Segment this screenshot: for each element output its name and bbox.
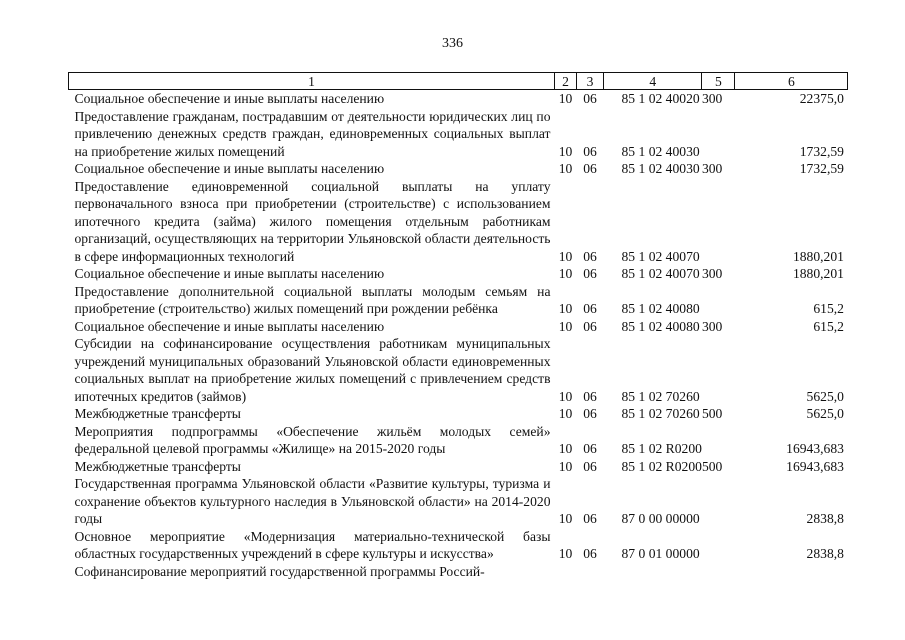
budget-table	[68, 72, 848, 580]
row-amount: 22375,0	[799, 91, 844, 106]
row-section: 10	[558, 143, 573, 159]
header-col-6: 6	[735, 73, 848, 90]
row-subsection: 06	[583, 318, 597, 334]
table-row	[69, 405, 848, 423]
table-row	[69, 90, 848, 108]
row-expense-type	[702, 528, 735, 563]
table-row	[69, 178, 848, 266]
row-subsection: 06	[583, 266, 597, 281]
row-amount: 16943,683	[786, 458, 844, 474]
row-section: 10	[558, 546, 573, 561]
row-name: Субсидии на софинансирование осуществления работникам муниципальных учреждений муниципальных образований Ульяновской области единовременных социальных выплат на приобретение жилых помещений с привлечением средств ипотечных кредитов (займов)	[74, 336, 551, 404]
row-target-article: 87 0 00 00000	[621, 511, 700, 526]
row-expense-type	[702, 475, 735, 528]
row-section: 10	[558, 406, 573, 421]
table-row	[69, 160, 848, 178]
row-subsection	[577, 563, 604, 581]
row-expense-type	[702, 563, 735, 581]
row-section: 10	[558, 441, 573, 456]
table-row	[69, 458, 848, 476]
row-target-article: 85 1 02 70260	[621, 406, 700, 421]
row-expense-type	[702, 335, 735, 405]
table-row	[69, 318, 848, 336]
row-subsection: 06	[583, 406, 597, 421]
row-name: Межбюджетные трансферты	[74, 406, 241, 421]
row-amount: 2838,8	[806, 511, 844, 526]
row-name: Предоставление гражданам, пострадавшим от деятельности юридических лиц по привлечению денежных средств граждан, единовременных социальных выплат на приобретение жилых помещений	[74, 108, 551, 159]
row-name: Предоставление единовременной социальной выплаты на уплату первоначального взноса при приобретении (строительстве) с использованием ипотечного кредита (займа) жилого помещения отдельным работникам организаций, осуществляющих на территории Ульяновской области деятельность в сфере информационных технологий	[74, 178, 551, 264]
row-name: Государственная программа Ульяновской области «Развитие культуры, туризма и сохранение объектов культурного наследия в Ульяновской области» на 2014-2020 годы	[74, 476, 551, 526]
row-subsection: 06	[583, 91, 597, 106]
row-target-article: 85 1 02 40030	[621, 161, 700, 176]
row-amount: 5625,0	[806, 388, 844, 404]
table-row	[69, 563, 848, 581]
row-section: 10	[558, 388, 573, 404]
table-row	[69, 423, 848, 458]
row-subsection: 06	[583, 388, 597, 404]
table-row	[69, 108, 848, 161]
row-section	[555, 563, 577, 581]
row-target-article: 85 1 02 40080	[621, 301, 700, 316]
header-col-5: 5	[702, 73, 735, 90]
row-section: 10	[558, 458, 573, 474]
page-number: 336	[442, 36, 463, 51]
table-row	[69, 335, 848, 405]
row-name: Социальное обеспечение и иные выплаты населению	[74, 266, 385, 281]
row-expense-type: 300	[701, 161, 723, 176]
row-amount: 615,2	[813, 301, 844, 316]
row-target-article: 85 1 02 40070	[621, 248, 700, 264]
row-target-article: 85 1 02 40080	[621, 318, 700, 334]
row-section: 10	[558, 318, 573, 334]
row-amount: 1880,201	[792, 248, 844, 264]
row-subsection: 06	[583, 301, 597, 316]
row-expense-type: 300	[701, 91, 723, 106]
row-target-article: 85 1 02 40020	[621, 91, 700, 106]
row-expense-type	[702, 178, 735, 266]
header-col-2: 2	[555, 73, 577, 90]
table-body	[69, 90, 848, 581]
row-subsection: 06	[583, 143, 597, 159]
row-target-article: 85 1 02 R0200	[621, 441, 702, 456]
row-section: 10	[558, 161, 573, 176]
table-row	[69, 265, 848, 283]
row-amount: 16943,683	[786, 441, 844, 456]
row-subsection: 06	[583, 161, 597, 176]
row-amount	[735, 563, 848, 581]
row-amount: 5625,0	[806, 406, 844, 421]
header-col-4: 4	[604, 73, 702, 90]
row-subsection: 06	[583, 458, 597, 474]
table-row	[69, 528, 848, 563]
row-subsection: 06	[583, 248, 597, 264]
row-name: Социальное обеспечение и иные выплаты населению	[74, 91, 385, 106]
row-name: Межбюджетные трансферты	[74, 458, 241, 474]
row-name: Социальное обеспечение и иные выплаты населению	[74, 318, 385, 334]
row-section: 10	[558, 91, 573, 106]
row-target-article: 85 1 02 40030	[621, 143, 700, 159]
row-name: Мероприятия подпрограммы «Обеспечение жильём молодых семей» федеральной целевой программы «Жилище» на 2015-2020 годы	[74, 423, 551, 456]
row-expense-type: 300	[701, 266, 723, 281]
table-header	[69, 73, 848, 90]
row-name: Социальное обеспечение и иные выплаты населению	[74, 161, 385, 176]
row-amount: 1880,201	[792, 266, 844, 281]
row-target-article: 87 0 01 00000	[621, 546, 700, 561]
row-subsection: 06	[583, 441, 597, 456]
table-row	[69, 283, 848, 318]
row-section: 10	[558, 511, 573, 526]
row-expense-type: 300	[701, 318, 723, 334]
row-target-article	[604, 563, 702, 581]
row-expense-type	[702, 423, 735, 458]
row-amount: 615,2	[813, 318, 844, 334]
row-section: 10	[558, 301, 573, 316]
header-row	[69, 73, 848, 90]
row-name: Предоставление дополнительной социальной выплаты молодым семьям на приобретение (строительство) жилых помещений при рождении ребёнка	[74, 283, 551, 316]
table-row	[69, 475, 848, 528]
row-target-article: 85 1 02 70260	[621, 388, 700, 404]
row-subsection: 06	[583, 546, 597, 561]
row-name: Основное мероприятие «Модернизация материально-технической базы областных государственных учреждений в сфере культуры и искусства»	[74, 528, 551, 561]
row-amount: 1732,59	[799, 143, 844, 159]
row-amount: 2838,8	[806, 546, 844, 561]
header-col-1: 1	[69, 73, 555, 90]
row-subsection: 06	[583, 511, 597, 526]
row-name: Софинансирование мероприятий государственной программы Россий-	[74, 563, 485, 579]
row-expense-type	[702, 108, 735, 161]
row-expense-type	[702, 283, 735, 318]
header-col-3: 3	[577, 73, 604, 90]
row-expense-type: 500	[701, 458, 723, 474]
row-section: 10	[558, 266, 573, 281]
row-section: 10	[558, 248, 573, 264]
row-amount: 1732,59	[799, 161, 844, 176]
row-target-article: 85 1 02 40070	[621, 266, 700, 281]
row-expense-type: 500	[701, 406, 723, 421]
row-target-article: 85 1 02 R0200	[621, 458, 702, 474]
